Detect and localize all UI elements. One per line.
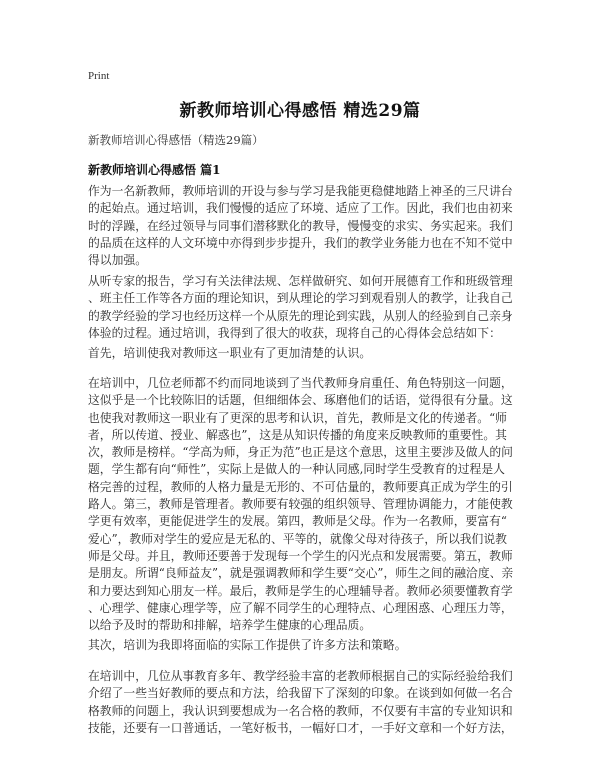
text-line: 这似乎是一个比较陈旧的话题，但细细体会、琢磨他们的话语，觉得很有分量。这 bbox=[88, 393, 513, 408]
text-line: 在培训中，几位从事教育多年、教学经验丰富的老教师根据自己的实际经验给我们 bbox=[88, 669, 513, 683]
text-line: 题，学生都有向“师性”，实际上是做人的一种认同感,同时学生受教育的过程是人 bbox=[88, 462, 505, 477]
paragraph-2 bbox=[88, 273, 516, 342]
text-line: 时的浮躁，在经过领导与同事们潜移默化的教导，慢慢变的求实、务实起来。我们 bbox=[88, 218, 513, 233]
document-subtitle: 新教师培训心得感悟（精选29篇） bbox=[88, 133, 264, 147]
text-line: 在培训中，几位老师都不约而同地谈到了当代教师身肩重任、角色特别这一问题， bbox=[88, 376, 513, 390]
text-line: 、心理学、健康心理学等，应了解不同学生的心理特点、心理困惑、心理压力等， bbox=[88, 600, 513, 615]
text-line: 从听专家的报告，学习有关法律法规、怎样做研究、如何开展德育工作和班级管理 bbox=[88, 274, 513, 288]
document-title: 新教师培训心得感悟 精选29篇 bbox=[179, 101, 421, 121]
text-line: 的教学经验的学习也经历这样一个从原先的理论到实践，从别人的经验到自己亲身 bbox=[88, 308, 513, 323]
print-label: Print bbox=[88, 70, 110, 82]
text-line: 者，所以传道、授业、解惑也”，这是从知识传播的角度来反映教师的重要性。其 bbox=[88, 427, 507, 442]
text-line: 和力要达到知心朋友一样。最后，教师是学生的心理辅导者。教师必须要懂教育学 bbox=[88, 583, 513, 598]
text-line: 次，教师是榜样。“学高为师，身正为范”也正是这个意思，这里主要涉及做人的问 bbox=[88, 445, 513, 460]
text-line: 其次，培训为我即将面临的实际工作提供了许多方法和策略。 bbox=[88, 638, 407, 652]
text-line: 介绍了一些当好教师的要点和方法，给我留下了深刻的印象。在谈到如何做一名合 bbox=[88, 686, 513, 701]
paragraph-6 bbox=[88, 668, 516, 737]
text-line: 格完善的过程，教师的人格力量是无形的、不可估量的，教师要真正成为学生的引 bbox=[88, 479, 513, 494]
text-line: 师是父母。并且，教师还要善于发现每一个学生的闪光点和发展需要。第五，教师 bbox=[88, 548, 513, 563]
text-line: 、班主任工作等各方面的理论知识，到从理论的学习到观看别人的教学，让我自己 bbox=[88, 291, 513, 306]
section-heading: 新教师培训心得感悟 篇1 bbox=[88, 163, 221, 177]
text-line: 以给予及时的帮助和排解，培养学生健康的心理品质。 bbox=[88, 618, 372, 633]
text-line: 格教师的问题上，我认识到要想成为一名合格的教师，不仅要有丰富的专业知识和 bbox=[88, 703, 513, 718]
text-line: 路人。第三，教师是管理者。教师要有较强的组织领导、管理协调能力，才能使教 bbox=[88, 497, 513, 512]
text-line: 体验的过程。通过培训，我得到了很大的收获，现将自己的心得体会总结如下： bbox=[88, 325, 501, 340]
text-line: 作为一名新教师，教师培训的开设与参与学习是我能更稳健地踏上神圣的三尺讲台 bbox=[88, 184, 513, 198]
paragraph-5 bbox=[88, 637, 516, 654]
text-line: 的起始点。通过培训，我们慢慢的适应了环境、适应了工作。因此，我们也由初来 bbox=[88, 201, 513, 216]
paragraph-1 bbox=[88, 183, 516, 269]
text-line: 是朋友。所谓“良师益友”，就是强调教师和学生要“交心”，师生之间的融洽度、亲 bbox=[88, 566, 514, 581]
text-line: 爱心”，教师对学生的爱应是无私的、平等的，就像父母对待孩子，所以我们说教 bbox=[88, 531, 507, 546]
paragraph-4 bbox=[88, 375, 516, 634]
text-line: 首先，培训使我对教师这一职业有了更加清楚的认识。 bbox=[88, 346, 372, 360]
text-line: 学更有效率，更能促进学生的发展。第四，教师是父母。作为一名教师，要富有“ bbox=[88, 514, 507, 529]
paragraph-3 bbox=[88, 345, 516, 362]
text-line: 技能，还要有一口普通话，一笔好板书，一幅好口才，一手好文章和一个好方法， bbox=[88, 720, 513, 735]
text-line: 的品质在这样的人文环境中亦得到步步提升，我们的教学业务能力也在不知不觉中 bbox=[88, 235, 513, 250]
text-line: 也使我对教师这一职业有了更深的思考和认识，首先，教师是文化的传递者。“师 bbox=[88, 410, 507, 425]
text-line: 得以加强。 bbox=[88, 253, 147, 268]
